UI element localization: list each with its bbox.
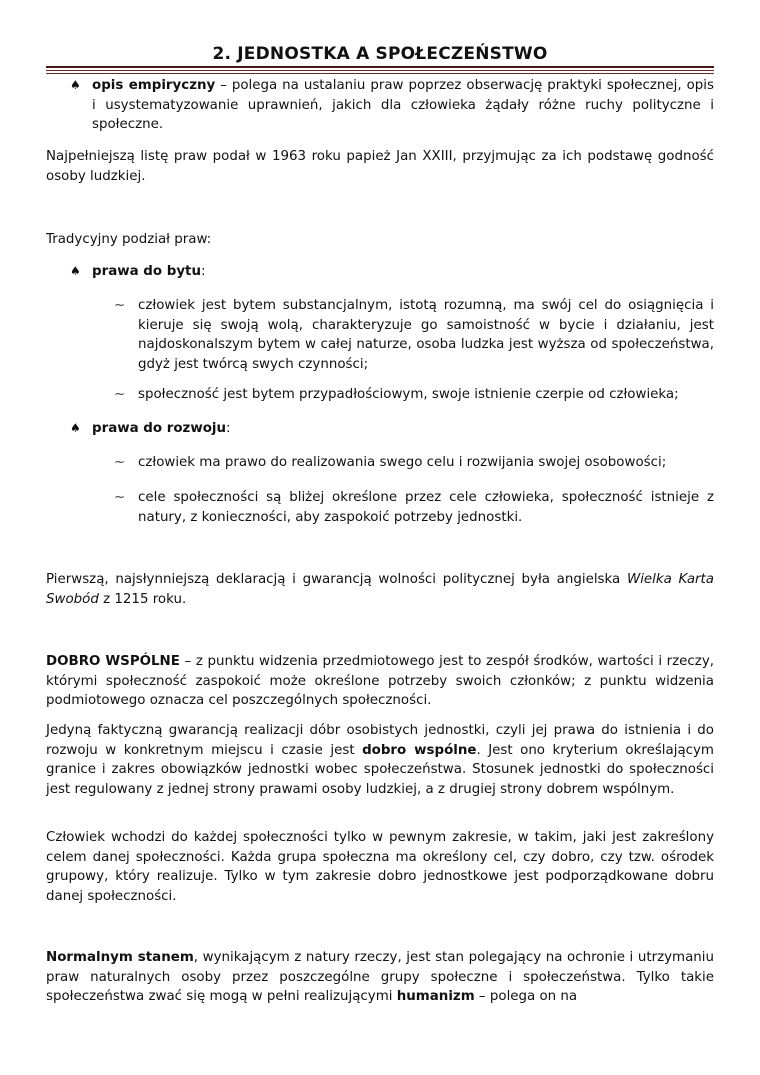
bullet-text: [92, 419, 714, 439]
paragraph-dobro-wspolne: [46, 652, 714, 711]
bold-term: Normalnym stanem: [46, 950, 194, 965]
page-title: 2. JEDNOSTKA A SPOŁECZEŃSTWO: [212, 44, 548, 64]
bullet-body: – polega na ustalaniu praw poprzez obserwację praktyki społecznej, opis i usystematyzowanie uprawnień, jakich dla człowieka żądały różne ruchy polityczne i społeczne.: [92, 78, 714, 133]
paragraph-gwarancja: [46, 721, 714, 799]
text-run: – z punktu widzenia przedmiotowego jest to zespół środków, wartości i rzeczy, którymi społeczność zaspokoić może określone potrzeby swoich członków; z punktu widzenia podmiotowego oznacza cel poszczególnych społeczności.: [46, 654, 714, 709]
italic-title: Wielka Karta Swobód: [46, 572, 714, 607]
spade-icon: ♠: [70, 264, 81, 278]
bullet-term: opis empiryczny: [92, 78, 216, 93]
bullet-text: [92, 76, 714, 135]
tilde-icon: ~: [114, 298, 126, 313]
paragraph-division: Tradycyjny podział praw:: [46, 232, 212, 247]
title-rule-thin-2: [46, 73, 714, 74]
paragraph-pope: Najpełniejszą listę praw podał w 1963 roku papież Jan XXIII, przyjmując za ich podstawę godność osoby ludzkiej.: [46, 149, 714, 184]
text-run: Pierwszą, najsłynniejszą deklaracją i gwarancją wolności politycznej była angielska: [46, 572, 627, 587]
tilde-icon: ~: [114, 490, 126, 505]
list-item-text: społeczność jest bytem przypadłościowym, swoje istnienie czerpie od człowieka;: [138, 387, 679, 402]
spade-icon: ♠: [70, 421, 81, 435]
bullet-term: prawa do bytu: [92, 264, 201, 279]
paragraph-czlowiek: Człowiek wchodzi do każdej społeczności tylko w pewnym zakresie, w takim, jaki jest zakreślony celem danej społeczności. Każda grupa społeczna ma określony cel, czy dobro, czy tzw. ośrodek grupowy, który realizuje. Tylko w tym zakresie dobro jednostkowe jest podporządkowane dobru danej społeczności.: [46, 830, 714, 904]
paragraph-normalny-stan: [46, 948, 714, 1007]
list-item-text: cele społeczności są bliżej określone przez cele człowieka, społeczność istnieje z natury, z konieczności, aby zaspokoić potrzeby jednostki.: [138, 490, 714, 525]
list-item-text: człowiek jest bytem substancjalnym, istotą rozumną, ma swój cel do osiągnięcia i kieruje się swoją wolą, charakteryzuje go samoistność w bycie i działaniu, jest najdoskonalszym bytem w całej naturze, osoba ludzka jest wyższa od społeczeństwa, gdyż jest twórcą swych czynności;: [138, 298, 714, 372]
bold-term: humanizm: [396, 989, 475, 1005]
text-run: . Jest ono kryterium określającym granice i zakres obowiązków jednostki wobec społeczeństwa. Stosunek jednostki do społeczności jest regulowany z jednej strony prawami osoby ludzkiej, a z drugiej strony dobrem wspólnym.: [46, 742, 714, 797]
text-run: , wynikającym z natury rzeczy, jest stan polegający na ochronie i utrzymaniu praw naturalnych osoby przez poszczególne grupy społeczne i społeczeństwa. Tylko takie społeczeństwa zwać się mogą w pełni realizującymi: [46, 950, 714, 1005]
text-run: z 1215 roku.: [98, 591, 187, 607]
list-item-text: człowiek ma prawo do realizowania swego celu i rozwijania swojej osobowości;: [138, 455, 667, 470]
definition-term: DOBRO WSPÓLNE: [46, 654, 180, 669]
bold-term: dobro wspólne: [362, 742, 477, 758]
bullet-suffix: :: [226, 421, 231, 436]
title-rule-thin: [46, 70, 714, 71]
tilde-icon: ~: [114, 387, 126, 402]
text-run: Jedyną faktyczną gwarancją realizacji dóbr osobistych jednostki, czyli jej prawa do istnienia i do rozwoju w konkretnym miejscu i czasie jest: [46, 723, 714, 758]
bullet-text: [92, 262, 714, 282]
bullet-suffix: :: [201, 264, 206, 279]
bullet-term: prawa do rozwoju: [92, 421, 227, 436]
title-rule-thick: [46, 66, 714, 68]
paragraph-magna-carta: [46, 570, 714, 609]
spade-icon: ♠: [70, 78, 81, 92]
text-run: – polega on na: [474, 989, 578, 1005]
tilde-icon: ~: [114, 455, 126, 470]
